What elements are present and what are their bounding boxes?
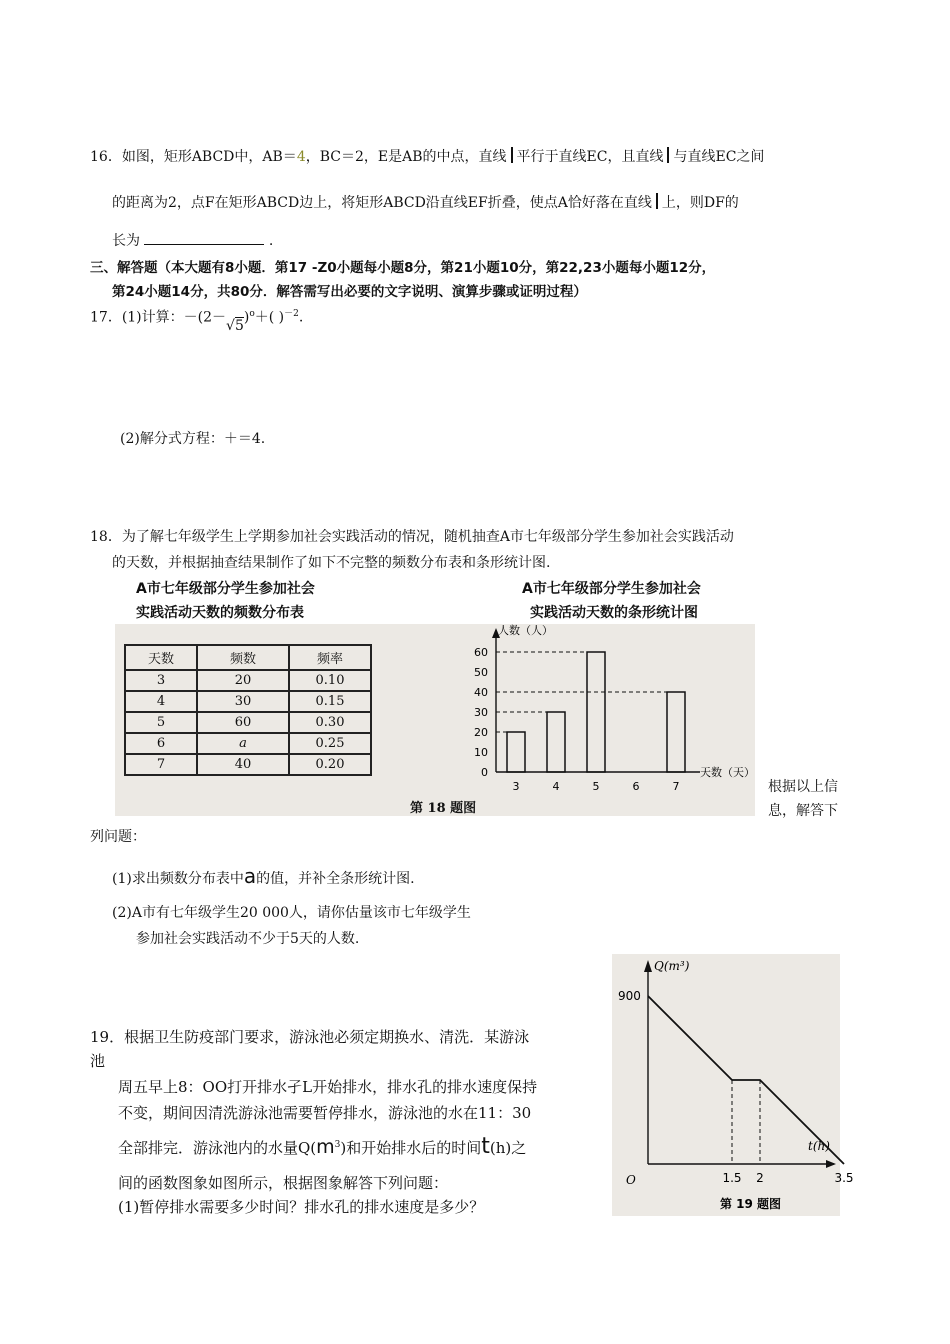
q19-line6: (1)暂停排水需要多少时间？排水孔的排水速度是多少？ [118,1198,485,1216]
x-tick-label: 5 [592,780,600,793]
line-l-symbol [667,147,669,163]
table-cell: 0.25 [289,733,371,754]
q-axis-label: Q(m³) [654,959,690,973]
table-cell: 7 [125,754,197,775]
q18-intro-line1: 18．为了解七年级学生上学期参加社会实践活动的情况，随机抽查A市七年级部分学生参加社会实践活动 [90,529,734,545]
t-tick-label: 3.5 [834,1171,854,1185]
y-tick-label: 0 [481,766,488,779]
y-tick-label: 30 [474,706,488,719]
table-cell: 40 [197,754,289,775]
q16-line2: 的距离为2，点F在矩形ABCD边上，将矩形ABCD沿直线EF折叠，使点A恰好落在直线 上，则DF的 [112,195,739,211]
table-cell: 3 [125,670,197,691]
q17-part2: (2)解分式方程：＋＝4. [120,431,266,447]
y-tick-label: 20 [474,726,488,739]
table-cell: a [197,733,289,754]
t-tick-label: 1.5 [722,1171,742,1185]
table-cell: 30 [197,691,289,712]
q18-question2-line2: 参加社会实践活动不少于5天的人数. [136,931,360,947]
q18-intro-line2: 的天数，并根据抽查结果制作了如下不完整的频数分布表和条形统计图. [112,555,551,571]
x-tick-label: 3 [512,780,520,793]
table-cell: 0.10 [289,670,371,691]
q19-line5: 间的函数图象如图所示，根据图象解答下列问题： [118,1174,449,1192]
bar-4 [547,712,565,772]
line-l-symbol [656,193,658,209]
q19-line3: 不变，期间因清洗游泳池需要暂停排水，游泳池的水在11：30 [118,1104,532,1122]
table-header-cell: 天数 [125,645,197,670]
q19-line2: 周五早上8：OO打开排水孑L开始排水，排水孔的排水速度保持 [118,1078,538,1096]
chart-title-line2: 实践活动天数的条形统计图 [530,605,698,621]
table-cell: 60 [197,712,289,733]
y-tick-label: 50 [474,666,488,679]
q19-line4: 全部排完．游泳池内的水量$Q(m^3)$和开始排水后的时间t(h)之 [118,1134,527,1159]
q19-line1: 19．根据卫生防疫部门要求，游泳池必须定期换水、清洗．某游泳 [90,1028,530,1046]
x-tick-label: 4 [552,780,560,793]
y-axis-label: 人数（人） [498,624,553,637]
q18-side-text2: 息，解答下 [768,803,838,819]
bar-7 [667,692,685,772]
bar-chart [440,624,760,802]
figure19-caption: 第 19 题图 [720,1197,782,1211]
q18-side-text1: 根据以上信 [768,779,838,795]
table-row [125,712,371,733]
bar-3 [507,732,525,772]
table-title-line2: 实践活动天数的频数分布表 [136,605,304,621]
table-row [125,733,371,754]
q18-question2-line1: (2)A市有七年级学生20 000人，请你估量该市七年级学生 [112,905,471,921]
answer-blank [144,232,264,245]
q17-part1: 17．(1)计算：$-(2-√5)^o+$( )$^{-2}$. [90,309,304,334]
bar-5 [587,652,605,772]
table-cell: 5 [125,712,197,733]
sqrt-symbol: √5 [226,317,244,334]
table-cell: 0.15 [289,691,371,712]
t-axis-label: t(h) [808,1139,830,1153]
table-cell: 0.20 [289,754,371,775]
x-tick-label: 6 [632,780,640,793]
table-cell: 20 [197,670,289,691]
table-cell: 4 [125,691,197,712]
table-row [125,670,371,691]
figure18-caption: 第 18 题图 [410,801,477,816]
q18-continue: 列问题： [90,829,146,845]
q-tick-label: 900 [618,989,641,1003]
x-axis-label: 天数（天） [700,766,755,779]
table-row [125,691,371,712]
q-axis-arrow [644,960,652,972]
table-cell: 6 [125,733,197,754]
line-l-symbol [511,147,513,163]
line-chart [612,954,854,1216]
frequency-table [124,644,372,776]
y-tick-label: 60 [474,646,488,659]
q16-line1: 16．如图，矩形ABCD中，AB＝4，BC＝2，E是AB的中点，直线 平行于直线EC，且直线 与直线EC之间 [90,149,765,165]
table-cell: 0.30 [289,712,371,733]
q16-line3: 长为 . [112,233,274,249]
table-header-cell: 频数 [197,645,289,670]
t-axis-arrow [826,1160,836,1168]
table-header-cell: 频率 [289,645,371,670]
y-tick-label: 10 [474,746,488,759]
q19-line1b: 池 [90,1052,106,1070]
t-tick-label: 2 [756,1171,764,1185]
chart-title-line1: A市七年级部分学生参加社会 [522,581,701,597]
table-row [125,754,371,775]
section3-header-line1: 三、解答题（本大题有8小题．第17 -Z0小题每小题8分，第21小题10分，第22,23小题每小题12分， [90,260,716,276]
q18-question1: (1)求出频数分布表中a的值，并补全条形统计图. [112,864,415,888]
section3-header-line2: 第24小题14分，共80分．解答需写出必要的文字说明、演算步骤或证明过程） [112,284,587,300]
x-tick-label: 7 [672,780,680,793]
origin-label: O [626,1173,636,1187]
table-title-line1: A市七年级部分学生参加社会 [136,581,315,597]
y-tick-label: 40 [474,686,488,699]
